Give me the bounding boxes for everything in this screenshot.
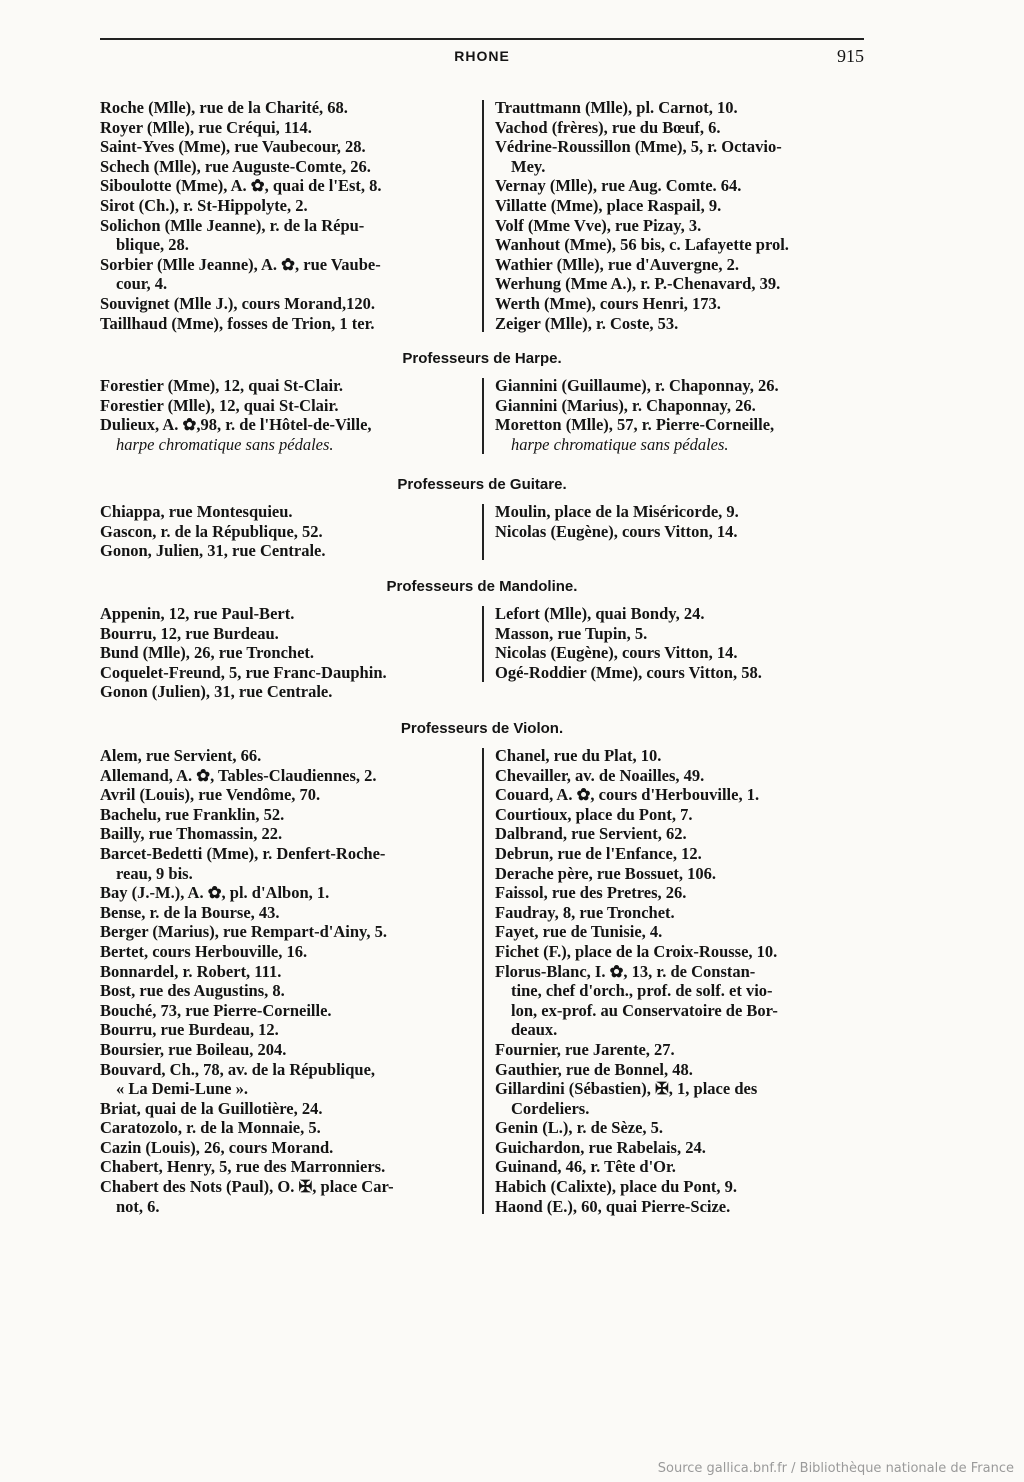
source-note: Source gallica.bnf.fr / Bibliothèque nationale de France (657, 1461, 1014, 1476)
entry-line: reau, 9 bis. (116, 863, 193, 883)
entry-line: Briat, quai de la Guillotière, 24. (100, 1098, 323, 1118)
entry-line: Giannini (Guillaume), r. Chaponnay, 26. (495, 376, 779, 395)
entry-line: Habich (Calixte), place du Pont, 9. (495, 1177, 737, 1197)
entry-line: Bachelu, rue Franklin, 52. (100, 804, 285, 824)
entry-line: Forestier (Mlle), 12, quai St-Clair. (100, 395, 339, 415)
page-header (100, 46, 864, 68)
column-divider (482, 100, 484, 332)
entry-line: cour, 4. (116, 274, 168, 294)
entry-line: Bertet, cours Herbouville, 16. (100, 941, 308, 961)
entry-line: « La Demi-Lune ». (116, 1079, 248, 1099)
entry-line: Chabert, Henry, 5, rue des Marronniers. (100, 1157, 386, 1177)
section-violon (100, 718, 864, 1216)
entry-line: Derache père, rue Bossuet, 106. (495, 863, 717, 883)
entry-line: Volf (Mme Vve), rue Pizay, 3. (495, 215, 702, 235)
entry-line: Bourru, rue Burdeau, 12. (100, 1020, 279, 1040)
section-continued (100, 98, 864, 333)
page-number: 915 (837, 46, 864, 66)
column-left (100, 746, 481, 1216)
entry-line: Bouvard, Ch., 78, av. de la République, (100, 1059, 376, 1079)
entry-line: Berger (Marius), rue Rempart-d'Ainy, 5. (100, 922, 388, 942)
entry-line: Moretton (Mlle), 57, r. Pierre-Corneille, (495, 415, 775, 435)
entry-line: Fichet (F.), place de la Croix-Rousse, 10. (495, 941, 778, 961)
entry-line: Cordeliers. (511, 1098, 590, 1118)
entry-line: Roche (Mlle), rue de la Charité, 68. (100, 98, 348, 117)
entry-line: Solichon (Mlle Jeanne), r. de la Répu- (100, 215, 365, 235)
entry-line: Wanhout (Mme), 56 bis, c. Lafayette prol. (495, 235, 789, 255)
column-left (100, 98, 481, 333)
entry-line: Nicolas (Eugène), cours Vitton, 14. (495, 643, 738, 663)
entry-line: Fayet, rue de Tunisie, 4. (495, 922, 663, 942)
column-right (481, 376, 864, 454)
entry-line: lon, ex-prof. au Conservatoire de Bor- (511, 1000, 778, 1020)
section-title: Professeurs de Harpe. (402, 350, 562, 367)
column-right (481, 746, 864, 1216)
section-title: Professeurs de Violon. (400, 720, 564, 737)
entry-line: Védrine-Roussillon (Mme), 5, r. Octavio- (495, 137, 782, 157)
entry-line: Taillhaud (Mme), fosses de Trion, 1 ter. (100, 313, 375, 333)
entry-line: Debrun, rue de l'Enfance, 12. (495, 843, 702, 863)
entry-line: Vachod (frères), rue du Bœuf, 6. (495, 117, 721, 137)
section-title: Professeurs de Guitare. (397, 476, 567, 493)
entry-line: Gillardini (Sébastien), ✠, 1, place des (495, 1079, 758, 1099)
entry-line: Siboulotte (Mme), A. ✿, quai de l'Est, 8. (100, 176, 382, 196)
column-divider (482, 504, 484, 560)
column-left (100, 604, 481, 702)
entry-line: Nicolas (Eugène), cours Vitton, 14. (495, 521, 738, 541)
section-guitare (100, 474, 864, 561)
entry-line: Gonon (Julien), 31, rue Centrale. (100, 682, 333, 702)
entry-line: Lefort (Mlle), quai Bondy, 24. (495, 604, 705, 623)
entry-line: Chabert des Nots (Paul), O. ✠, place Car- (100, 1177, 394, 1197)
entry-line: Appenin, 12, rue Paul-Bert. (100, 604, 295, 623)
entry-line: Chevailler, av. de Noailles, 49. (495, 765, 705, 785)
entry-line: Werhung (Mme A.), r. P.-Chenavard, 39. (495, 274, 781, 294)
entry-line: Bund (Mlle), 26, rue Tronchet. (100, 643, 315, 663)
entry-note: harpe chromatique sans pédales. (116, 434, 334, 454)
entry-line: Caratozolo, r. de la Monnaie, 5. (100, 1118, 321, 1138)
column-right (481, 604, 864, 702)
entry-line: Courtioux, place du Pont, 7. (495, 804, 693, 824)
entry-line: Coquelet-Freund, 5, rue Franc-Dauphin. (100, 662, 387, 682)
entry-line: Zeiger (Mlle), r. Coste, 53. (495, 313, 679, 333)
entry-line: Vernay (Mlle), rue Aug. Comte. 64. (495, 176, 742, 196)
entry-line: Bost, rue des Augustins, 8. (100, 981, 285, 1001)
entry-line: Gascon, r. de la République, 52. (100, 521, 323, 541)
entry-line: Guinand, 46, r. Tête d'Or. (495, 1157, 676, 1177)
entry-line: Bense, r. de la Bourse, 43. (100, 902, 280, 922)
column-right (481, 502, 864, 561)
entry-line: Dalbrand, rue Servient, 62. (495, 824, 687, 844)
section-title: Professeurs de Mandoline. (386, 578, 578, 595)
entry-line: Alem, rue Servient, 66. (100, 746, 262, 765)
column-divider (482, 748, 484, 1214)
page-title: RHONE (454, 48, 510, 64)
entry-line: Avril (Louis), rue Vendôme, 70. (100, 785, 321, 805)
entry-line: Faissol, rue des Pretres, 26. (495, 883, 687, 903)
entry-line: Gonon, Julien, 31, rue Centrale. (100, 541, 326, 561)
entry-line: deaux. (511, 1020, 558, 1040)
column-divider (482, 378, 484, 454)
entry-line: Fournier, rue Jarente, 27. (495, 1039, 675, 1059)
entry-line: not, 6. (116, 1196, 160, 1216)
entry-line: Villatte (Mme), place Raspail, 9. (495, 195, 722, 215)
entry-line: Ogé-Roddier (Mme), cours Vitton, 58. (495, 662, 762, 682)
entry-line: Barcet-Bedetti (Mme), r. Denfert-Roche- (100, 843, 386, 863)
entry-line: Bailly, rue Thomassin, 22. (100, 824, 283, 844)
entry-line: Forestier (Mme), 12, quai St-Clair. (100, 376, 344, 395)
entry-line: Werth (Mme), cours Henri, 173. (495, 293, 721, 313)
entry-line: Chiappa, rue Montesquieu. (100, 502, 293, 521)
entry-line: Boursier, rue Boileau, 204. (100, 1039, 287, 1059)
entry-line: Haond (E.), 60, quai Pierre-Scize. (495, 1196, 731, 1216)
column-left (100, 502, 481, 561)
section-mandoline (100, 576, 864, 702)
entry-line: Couard, A. ✿, cours d'Herbouville, 1. (495, 785, 760, 805)
entry-line: Genin (L.), r. de Sèze, 5. (495, 1118, 664, 1138)
entry-line: Chanel, rue du Plat, 10. (495, 746, 662, 765)
column-left (100, 376, 481, 454)
entry-line: Bonnardel, r. Robert, 111. (100, 961, 282, 981)
header-rule (100, 38, 864, 40)
entry-line: Guichardon, rue Rabelais, 24. (495, 1137, 706, 1157)
entry-line: Masson, rue Tupin, 5. (495, 623, 648, 643)
entry-line: Mey. (511, 156, 546, 176)
entry-line: Sorbier (Mlle Jeanne), A. ✿, rue Vaube- (100, 254, 381, 274)
column-right (481, 98, 864, 333)
entry-line: Wathier (Mlle), rue d'Auvergne, 2. (495, 254, 739, 274)
entry-line: Cazin (Louis), 26, cours Morand. (100, 1137, 334, 1157)
entry-note: harpe chromatique sans pédales. (511, 434, 729, 454)
entry-line: Gauthier, rue de Bonnel, 48. (495, 1059, 693, 1079)
entry-line: Trauttmann (Mlle), pl. Carnot, 10. (495, 98, 738, 117)
entry-line: tine, chef d'orch., prof. de solf. et vio- (511, 981, 773, 1001)
entry-line: Faudray, 8, rue Tronchet. (495, 902, 675, 922)
entry-line: Dulieux, A. ✿,98, r. de l'Hôtel-de-Ville, (100, 415, 372, 435)
entry-line: Allemand, A. ✿, Tables-Claudiennes, 2. (100, 765, 377, 785)
entry-line: Sirot (Ch.), r. St-Hippolyte, 2. (100, 195, 308, 215)
entry-line: Royer (Mlle), rue Créqui, 114. (100, 117, 312, 137)
column-divider (482, 606, 484, 682)
entry-line: Giannini (Marius), r. Chaponnay, 26. (495, 395, 756, 415)
entry-line: Bourru, 12, rue Burdeau. (100, 623, 279, 643)
entry-line: Florus-Blanc, I. ✿, 13, r. de Constan- (495, 961, 756, 981)
entry-line: Moulin, place de la Miséricorde, 9. (495, 502, 739, 521)
entry-line: blique, 28. (116, 235, 189, 255)
entry-line: Bouché, 73, rue Pierre-Corneille. (100, 1000, 332, 1020)
entry-line: Schech (Mlle), rue Auguste-Comte, 26. (100, 156, 371, 176)
entry-line: Bay (J.-M.), A. ✿, pl. d'Albon, 1. (100, 883, 330, 903)
entry-line: Saint-Yves (Mme), rue Vaubecour, 28. (100, 137, 366, 157)
entry-line: Souvignet (Mlle J.), cours Morand,120. (100, 293, 375, 313)
section-harpe (100, 348, 864, 454)
